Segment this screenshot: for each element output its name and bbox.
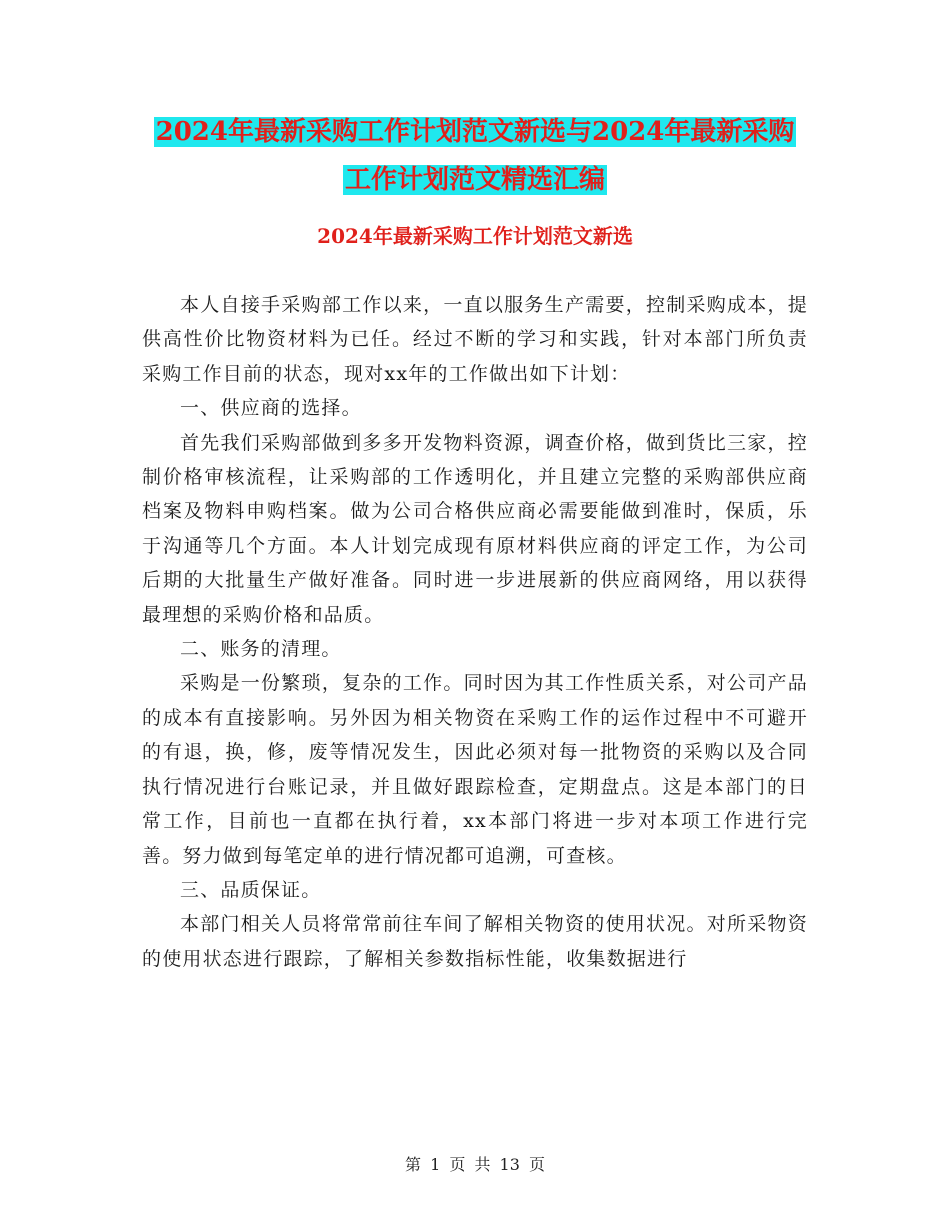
paragraph-quality-assurance: 本部门相关人员将常常前往车间了解相关物资的使用状况。对所采物资的使用状态进行跟踪，了解相关参数指标性能，收集数据进行 [142, 913, 808, 970]
document-body [142, 288, 808, 976]
paragraph-account-cleanup: 采购是一份繁琐，复杂的工作。同时因为其工作性质关系，对公司产品的成本有直接影响。另外因为相关物资在采购工作的运作过程中不可避开的有退，换，修，废等情况发生，因此必须对每一批物资的采购以及合同执行情况进行台账记录，并且做好跟踪检查，定期盘点。这是本部门的日常工作，目前也一直都在执行着，xx本部门将进一步对本项工作进行完善。努力做到每笔定单的进行情况都可追溯，可查核。 [142, 672, 808, 867]
document-title-line-2: 工作计划范文精选汇编 [344, 165, 605, 195]
paragraph-supplier-selection: 首先我们采购部做到多多开发物料资源，调查价格，做到货比三家，控制价格审核流程，让采购部的工作透明化，并且建立完整的采购部供应商档案及物料申购档案。做为公司合格供应商必需要能做到准时，保质，乐于沟通等几个方面。本人计划完成现有原材料供应商的评定工作，为公司后期的大批量生产做好准备。同时进一步进展新的供应商网络，用以获得最理想的采购价格和品质。 [142, 431, 808, 626]
heading-quality-assurance: 三、品质保证。 [180, 878, 322, 901]
document-title-line-1: 2024年最新采购工作计划范文新选与2024年最新采购 [155, 117, 795, 147]
document-title [0, 108, 950, 204]
heading-supplier-selection: 一、供应商的选择。 [180, 397, 362, 420]
page-number: 第 1 页 共 13 页 [405, 1155, 545, 1174]
heading-account-cleanup: 二、账务的清理。 [180, 638, 342, 661]
paragraph-intro: 本人自接手采购部工作以来，一直以服务生产需要，控制采购成本，提供高性价比物资材料为已任。经过不断的学习和实践，针对本部门所负责采购工作目前的状态，现对xx年的工作做出如下计划： [142, 294, 808, 385]
section-title: 2024年最新采购工作计划范文新选 [317, 224, 633, 248]
